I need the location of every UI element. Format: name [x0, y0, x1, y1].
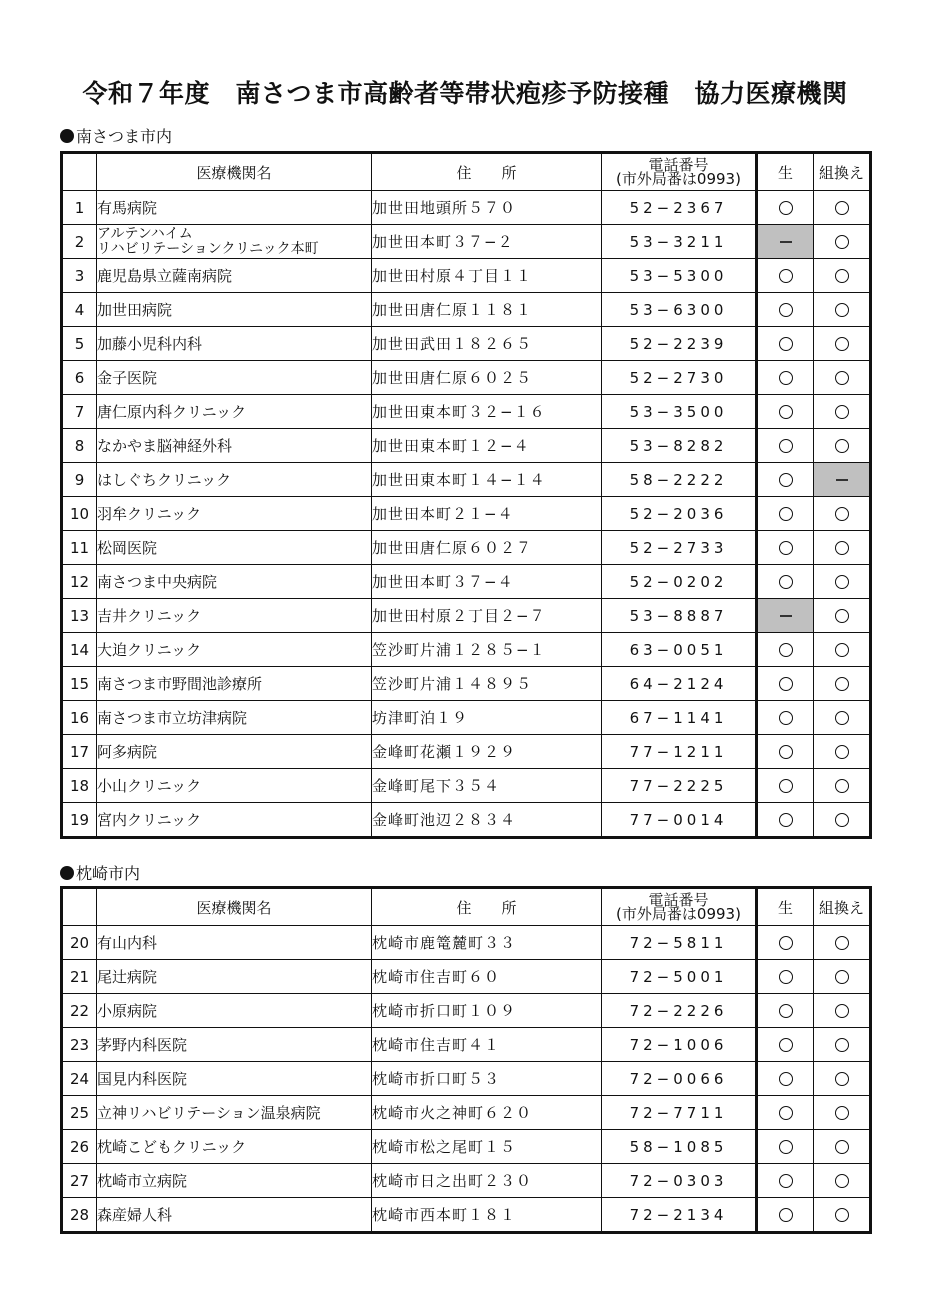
address-cell: 金峰町池辺２８３４: [372, 803, 602, 838]
live-cell: [757, 1096, 814, 1130]
circle-icon: [835, 1140, 849, 1154]
address-cell: 金峰町花瀬１９２９: [372, 735, 602, 769]
tel-cell: 64−2124: [602, 667, 757, 701]
tel-cell: 72−2226: [602, 994, 757, 1028]
circle-icon: [835, 1072, 849, 1086]
table-row: [62, 599, 871, 633]
circle-icon: [835, 813, 849, 827]
live-cell: [757, 531, 814, 565]
tel-cell: 52−2733: [602, 531, 757, 565]
section-heading-label: 枕崎市内: [76, 864, 141, 883]
header-live: 生: [757, 153, 814, 191]
table-row: [62, 960, 871, 994]
name-cell: 大迫クリニック: [97, 633, 372, 667]
row-number: 17: [62, 735, 97, 769]
address-cell: 加世田村原４丁目１１: [372, 259, 602, 293]
circle-icon: [779, 970, 793, 984]
recombinant-cell: [814, 803, 871, 838]
recombinant-cell: [814, 1028, 871, 1062]
name-cell: 加藤小児科内科: [97, 327, 372, 361]
address-cell: 加世田武田１８２６５: [372, 327, 602, 361]
circle-icon: [779, 337, 793, 351]
live-cell: [757, 667, 814, 701]
row-number: 24: [62, 1062, 97, 1096]
name-cell: 南さつま中央病院: [97, 565, 372, 599]
name-cell: 茅野内科医院: [97, 1028, 372, 1062]
address-cell: 枕崎市火之神町６２０: [372, 1096, 602, 1130]
circle-icon: [835, 337, 849, 351]
live-cell: [757, 327, 814, 361]
table-header-row: [62, 888, 871, 926]
table-header-row: [62, 153, 871, 191]
name-cell: 有山内科: [97, 926, 372, 960]
header-tel-line1: 電話番号: [648, 156, 709, 174]
header-tel-line2: (市外局番は0993): [616, 905, 741, 923]
address-cell: 坊津町泊１９: [372, 701, 602, 735]
circle-icon: [835, 779, 849, 793]
name-cell: 南さつま市野間池診療所: [97, 667, 372, 701]
row-number: 18: [62, 769, 97, 803]
row-number: 21: [62, 960, 97, 994]
circle-icon: [779, 303, 793, 317]
live-cell: [757, 191, 814, 225]
name-cell: [97, 225, 372, 259]
circle-icon: [779, 813, 793, 827]
header-tel: [602, 153, 757, 191]
address-cell: 加世田唐仁原１１８１: [372, 293, 602, 327]
circle-icon: [835, 609, 849, 623]
bullet-icon: [60, 129, 74, 143]
circle-icon: [835, 1038, 849, 1052]
live-cell: [757, 395, 814, 429]
row-number: 26: [62, 1130, 97, 1164]
circle-icon: [779, 779, 793, 793]
recombinant-cell: [814, 565, 871, 599]
circle-icon: [835, 711, 849, 725]
name-cell: 立神リハビリテーション温泉病院: [97, 1096, 372, 1130]
table-row: [62, 361, 871, 395]
dash-icon: [836, 479, 848, 481]
tel-cell: 72−1006: [602, 1028, 757, 1062]
clinic-table-minamisatsuma: [60, 151, 872, 839]
table-row: [62, 293, 871, 327]
name-cell: 吉井クリニック: [97, 599, 372, 633]
circle-icon: [779, 201, 793, 215]
address-cell: 加世田東本町１２−４: [372, 429, 602, 463]
table-row: [62, 994, 871, 1028]
header-name: 医療機関名: [97, 153, 372, 191]
live-cell: [757, 803, 814, 838]
page-title: 令和７年度 南さつま市高齢者等帯状疱疹予防接種 協力医療機関: [82, 79, 848, 108]
circle-icon: [779, 541, 793, 555]
name-line1: アルテンハイム: [97, 225, 193, 242]
tel-cell: 72−0066: [602, 1062, 757, 1096]
live-cell: [757, 463, 814, 497]
name-cell: 阿多病院: [97, 735, 372, 769]
live-cell: [757, 599, 814, 633]
name-cell: 小山クリニック: [97, 769, 372, 803]
tel-cell: 52−0202: [602, 565, 757, 599]
circle-icon: [779, 575, 793, 589]
recombinant-cell: [814, 735, 871, 769]
circle-icon: [835, 1004, 849, 1018]
live-cell: [757, 293, 814, 327]
live-cell: [757, 633, 814, 667]
table-row: [62, 1028, 871, 1062]
address-cell: 加世田唐仁原６０２７: [372, 531, 602, 565]
bullet-icon: [60, 866, 74, 880]
row-number: 2: [62, 225, 97, 259]
row-number: 28: [62, 1198, 97, 1233]
tel-cell: 63−0051: [602, 633, 757, 667]
name-cell: なかやま脳神経外科: [97, 429, 372, 463]
header-tel: [602, 888, 757, 926]
recombinant-cell: [814, 1164, 871, 1198]
row-number: 1: [62, 191, 97, 225]
tel-cell: 52−2036: [602, 497, 757, 531]
tel-cell: 77−0014: [602, 803, 757, 838]
circle-icon: [779, 1140, 793, 1154]
table-row: [62, 1062, 871, 1096]
row-number: 3: [62, 259, 97, 293]
address-cell: 加世田本町３７−２: [372, 225, 602, 259]
recombinant-cell: [814, 429, 871, 463]
table-row: [62, 497, 871, 531]
live-cell: [757, 994, 814, 1028]
recombinant-cell: [814, 259, 871, 293]
circle-icon: [779, 439, 793, 453]
live-cell: [757, 926, 814, 960]
address-cell: 加世田東本町３２−１６: [372, 395, 602, 429]
circle-icon: [779, 1072, 793, 1086]
section-heading-minamisatsuma: [60, 124, 172, 147]
name-line2: リハビリテーションクリニック本町: [97, 240, 319, 257]
row-number: 27: [62, 1164, 97, 1198]
table-row: [62, 1096, 871, 1130]
recombinant-cell: [814, 1062, 871, 1096]
circle-icon: [835, 507, 849, 521]
recombinant-cell: [814, 395, 871, 429]
row-number: 5: [62, 327, 97, 361]
name-cell: 南さつま市立坊津病院: [97, 701, 372, 735]
circle-icon: [835, 575, 849, 589]
live-cell: [757, 1130, 814, 1164]
circle-icon: [835, 439, 849, 453]
header-no: [62, 153, 97, 191]
live-cell: [757, 225, 814, 259]
name-cell: 有馬病院: [97, 191, 372, 225]
address-cell: 枕崎市西本町１８１: [372, 1198, 602, 1233]
live-cell: [757, 769, 814, 803]
row-number: 6: [62, 361, 97, 395]
tel-cell: 72−2134: [602, 1198, 757, 1233]
tel-cell: 72−5001: [602, 960, 757, 994]
clinic-table-makurazaki: [60, 886, 872, 1234]
recombinant-cell: [814, 327, 871, 361]
tel-cell: 72−5811: [602, 926, 757, 960]
circle-icon: [835, 1106, 849, 1120]
live-cell: [757, 1198, 814, 1233]
recombinant-cell: [814, 225, 871, 259]
circle-icon: [835, 1174, 849, 1188]
recombinant-cell: [814, 531, 871, 565]
circle-icon: [779, 1208, 793, 1222]
address-cell: 枕崎市日之出町２３０: [372, 1164, 602, 1198]
header-recombinant: 組換え: [814, 888, 871, 926]
table-row: [62, 395, 871, 429]
header-tel-line1: 電話番号: [648, 891, 709, 909]
tel-cell: 72−7711: [602, 1096, 757, 1130]
row-number: 15: [62, 667, 97, 701]
table-row: [62, 531, 871, 565]
recombinant-cell: [814, 497, 871, 531]
table-row: [62, 769, 871, 803]
circle-icon: [835, 269, 849, 283]
recombinant-cell: [814, 191, 871, 225]
name-cell: 唐仁原内科クリニック: [97, 395, 372, 429]
table-row: [62, 667, 871, 701]
tel-cell: 52−2730: [602, 361, 757, 395]
row-number: 19: [62, 803, 97, 838]
tel-cell: 72−0303: [602, 1164, 757, 1198]
table-row: [62, 1130, 871, 1164]
table-row: [62, 259, 871, 293]
row-number: 4: [62, 293, 97, 327]
live-cell: [757, 497, 814, 531]
circle-icon: [779, 1004, 793, 1018]
tel-cell: 52−2367: [602, 191, 757, 225]
row-number: 20: [62, 926, 97, 960]
recombinant-cell: [814, 994, 871, 1028]
circle-icon: [835, 405, 849, 419]
address-cell: 枕崎市住吉町６０: [372, 960, 602, 994]
header-address: 住 所: [372, 888, 602, 926]
recombinant-cell: [814, 701, 871, 735]
table-row: [62, 429, 871, 463]
circle-icon: [779, 1038, 793, 1052]
address-cell: 加世田地頭所５７０: [372, 191, 602, 225]
table-row: [62, 565, 871, 599]
table-row: [62, 701, 871, 735]
circle-icon: [779, 507, 793, 521]
table-row: [62, 225, 871, 259]
recombinant-cell: [814, 769, 871, 803]
tel-cell: 53−8282: [602, 429, 757, 463]
live-cell: [757, 565, 814, 599]
tel-cell: 53−8887: [602, 599, 757, 633]
address-cell: 笠沙町片浦１２８５−１: [372, 633, 602, 667]
circle-icon: [779, 677, 793, 691]
circle-icon: [779, 936, 793, 950]
name-cell: 羽牟クリニック: [97, 497, 372, 531]
circle-icon: [779, 745, 793, 759]
live-cell: [757, 701, 814, 735]
header-live: 生: [757, 888, 814, 926]
circle-icon: [835, 643, 849, 657]
header-recombinant: 組換え: [814, 153, 871, 191]
tel-cell: 58−1085: [602, 1130, 757, 1164]
address-cell: 加世田村原２丁目２−７: [372, 599, 602, 633]
circle-icon: [835, 970, 849, 984]
row-number: 25: [62, 1096, 97, 1130]
recombinant-cell: [814, 293, 871, 327]
tel-cell: 67−1141: [602, 701, 757, 735]
row-number: 22: [62, 994, 97, 1028]
row-number: 14: [62, 633, 97, 667]
address-cell: 加世田東本町１４−１４: [372, 463, 602, 497]
tel-cell: 52−2239: [602, 327, 757, 361]
address-cell: 加世田本町３７−４: [372, 565, 602, 599]
circle-icon: [835, 936, 849, 950]
tel-cell: 53−5300: [602, 259, 757, 293]
table-row: [62, 633, 871, 667]
name-cell: 宮内クリニック: [97, 803, 372, 838]
circle-icon: [835, 235, 849, 249]
section-heading-label: 南さつま市内: [76, 127, 173, 146]
tel-cell: 77−2225: [602, 769, 757, 803]
row-number: 12: [62, 565, 97, 599]
table-row: [62, 191, 871, 225]
live-cell: [757, 259, 814, 293]
circle-icon: [835, 303, 849, 317]
tel-cell: 77−1211: [602, 735, 757, 769]
address-cell: 金峰町尾下３５４: [372, 769, 602, 803]
recombinant-cell: [814, 960, 871, 994]
circle-icon: [835, 745, 849, 759]
dash-icon: [780, 615, 792, 617]
recombinant-cell: [814, 463, 871, 497]
recombinant-cell: [814, 1130, 871, 1164]
circle-icon: [835, 201, 849, 215]
tel-cell: 53−3211: [602, 225, 757, 259]
row-number: 8: [62, 429, 97, 463]
circle-icon: [779, 1174, 793, 1188]
address-cell: 枕崎市鹿篭麓町３３: [372, 926, 602, 960]
circle-icon: [835, 371, 849, 385]
address-cell: 枕崎市折口町１０９: [372, 994, 602, 1028]
tel-cell: 53−6300: [602, 293, 757, 327]
recombinant-cell: [814, 1198, 871, 1233]
name-cell: 尾辻病院: [97, 960, 372, 994]
live-cell: [757, 960, 814, 994]
recombinant-cell: [814, 599, 871, 633]
row-number: 11: [62, 531, 97, 565]
row-number: 10: [62, 497, 97, 531]
header-address: 住 所: [372, 153, 602, 191]
live-cell: [757, 1028, 814, 1062]
table-row: [62, 926, 871, 960]
circle-icon: [835, 677, 849, 691]
recombinant-cell: [814, 633, 871, 667]
name-cell: 小原病院: [97, 994, 372, 1028]
circle-icon: [835, 541, 849, 555]
dash-icon: [780, 241, 792, 243]
circle-icon: [835, 1208, 849, 1222]
circle-icon: [779, 711, 793, 725]
name-cell: 国見内科医院: [97, 1062, 372, 1096]
circle-icon: [779, 473, 793, 487]
name-cell: 松岡医院: [97, 531, 372, 565]
recombinant-cell: [814, 926, 871, 960]
live-cell: [757, 735, 814, 769]
address-cell: 加世田唐仁原６０２５: [372, 361, 602, 395]
header-no: [62, 888, 97, 926]
circle-icon: [779, 269, 793, 283]
live-cell: [757, 1062, 814, 1096]
name-cell: 枕崎こどもクリニック: [97, 1130, 372, 1164]
live-cell: [757, 361, 814, 395]
address-cell: 枕崎市折口町５３: [372, 1062, 602, 1096]
circle-icon: [779, 643, 793, 657]
table-row: [62, 803, 871, 838]
address-cell: 笠沙町片浦１４８９５: [372, 667, 602, 701]
circle-icon: [779, 371, 793, 385]
name-cell: はしぐちクリニック: [97, 463, 372, 497]
recombinant-cell: [814, 361, 871, 395]
live-cell: [757, 1164, 814, 1198]
section-heading-makurazaki: [60, 861, 140, 884]
circle-icon: [779, 405, 793, 419]
name-cell: 枕崎市立病院: [97, 1164, 372, 1198]
address-cell: 枕崎市住吉町４１: [372, 1028, 602, 1062]
circle-icon: [779, 1106, 793, 1120]
name-cell: 金子医院: [97, 361, 372, 395]
row-number: 16: [62, 701, 97, 735]
address-cell: 加世田本町２１−４: [372, 497, 602, 531]
header-tel-line2: (市外局番は0993): [616, 170, 741, 188]
live-cell: [757, 429, 814, 463]
recombinant-cell: [814, 1096, 871, 1130]
tel-cell: 53−3500: [602, 395, 757, 429]
name-cell: 森産婦人科: [97, 1198, 372, 1233]
row-number: 9: [62, 463, 97, 497]
table-row: [62, 1198, 871, 1233]
recombinant-cell: [814, 667, 871, 701]
table-row: [62, 463, 871, 497]
row-number: 23: [62, 1028, 97, 1062]
address-cell: 枕崎市松之尾町１５: [372, 1130, 602, 1164]
row-number: 13: [62, 599, 97, 633]
tel-cell: 58−2222: [602, 463, 757, 497]
header-name: 医療機関名: [97, 888, 372, 926]
name-cell: 鹿児島県立薩南病院: [97, 259, 372, 293]
name-cell: 加世田病院: [97, 293, 372, 327]
table-row: [62, 735, 871, 769]
table-row: [62, 1164, 871, 1198]
table-row: [62, 327, 871, 361]
row-number: 7: [62, 395, 97, 429]
